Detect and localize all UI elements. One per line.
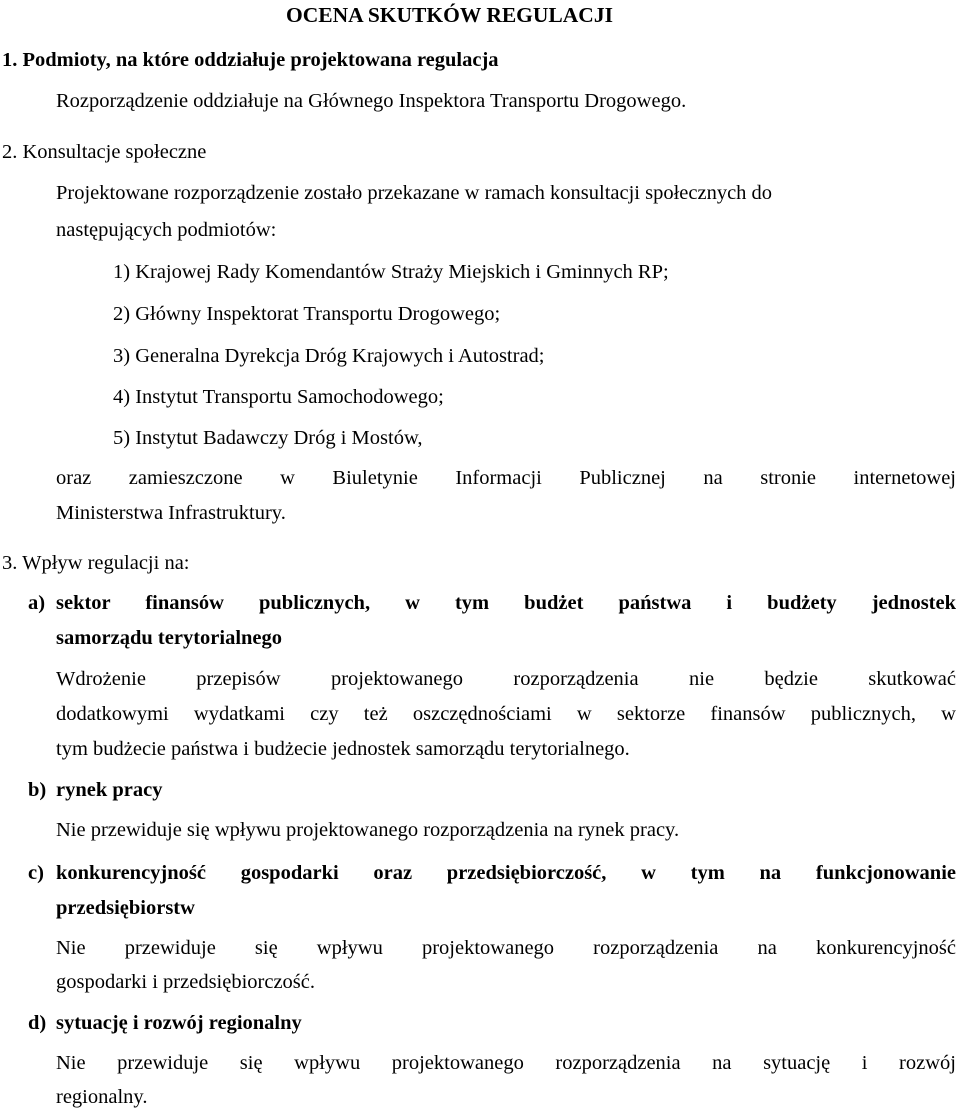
subsection-b-label: b) — [28, 779, 47, 801]
subsection-a-body-line-2: dodatkowymi wydatkami czy też oszczędnościami w sektorze finansów publicznych, w — [56, 703, 956, 725]
subsection-a-body-line-3: tym budżecie państwa i budżecie jednostek samorządu terytorialnego. — [56, 738, 630, 760]
document-title: OCENA SKUTKÓW REGULACJI — [286, 3, 613, 27]
section-2-intro-line-1: Projektowane rozporządzenie zostało przekazane w ramach konsultacji społecznych do — [56, 182, 773, 204]
subsection-d-label: d) — [28, 1012, 47, 1034]
subsection-d-body-line-2: regionalny. — [56, 1086, 148, 1108]
section-2-outro-line-2: Ministerstwa Infrastruktury. — [56, 502, 286, 524]
subsection-c-title-line-1: konkurencyjność gospodarki oraz przedsiębiorczość, w tym na funkcjonowanie — [56, 862, 956, 884]
subsection-a-body-line-1: Wdrożenie przepisów projektowanego rozporządzenia nie będzie skutkować — [56, 668, 956, 690]
subsection-b-body: Nie przewiduje się wpływu projektowanego rozporządzenia na rynek pracy. — [56, 819, 680, 841]
section-1-body: Rozporządzenie oddziałuje na Głównego Inspektora Transportu Drogowego. — [56, 90, 687, 112]
consultation-list-item: 2) Główny Inspektorat Transportu Drogowego; — [113, 303, 501, 325]
subsection-c-body-line-2: gospodarki i przedsiębiorczość. — [56, 971, 316, 993]
section-1-heading: 1. Podmioty, na które oddziałuje projektowana regulacja — [2, 49, 499, 71]
section-2-outro-line-1: oraz zamieszczone w Biuletynie Informacji Publicznej na stronie internetowej — [56, 467, 956, 489]
subsection-d-title: sytuację i rozwój regionalny — [56, 1012, 302, 1034]
subsection-a-title-line-1: sektor finansów publicznych, w tym budżet państwa i budżety jednostek — [56, 592, 956, 614]
section-2-heading: 2. Konsultacje społeczne — [2, 141, 207, 163]
consultation-list-item: 3) Generalna Dyrekcja Dróg Krajowych i Autostrad; — [113, 345, 545, 367]
subsection-c-title-line-2: przedsiębiorstw — [56, 897, 195, 919]
subsection-a-title-line-2: samorządu terytorialnego — [56, 627, 283, 649]
section-2-intro-line-2: następujących podmiotów: — [56, 219, 277, 241]
subsection-b-title: rynek pracy — [56, 779, 163, 801]
subsection-a-label: a) — [28, 592, 46, 614]
subsection-c-body-line-1: Nie przewiduje się wpływu projektowanego rozporządzenia na konkurencyjność — [56, 937, 956, 959]
consultation-list-item: 4) Instytut Transportu Samochodowego; — [113, 386, 444, 408]
consultation-list-item: 1) Krajowej Rady Komendantów Straży Miejskich i Gminnych RP; — [113, 261, 669, 283]
section-3-heading: 3. Wpływ regulacji na: — [2, 552, 190, 574]
consultation-list-item: 5) Instytut Badawczy Dróg i Mostów, — [113, 427, 423, 449]
subsection-d-body-line-1: Nie przewiduje się wpływu projektowanego rozporządzenia na sytuację i rozwój — [56, 1052, 956, 1074]
subsection-c-label: c) — [28, 862, 44, 884]
